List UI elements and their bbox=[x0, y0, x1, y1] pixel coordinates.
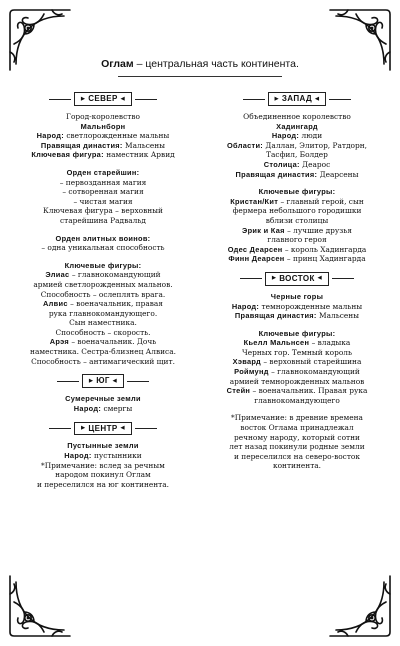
bold-label: Народ: bbox=[64, 451, 92, 461]
north-key-figures-lines bbox=[12, 270, 194, 366]
text-line bbox=[12, 150, 194, 160]
page-title bbox=[0, 58, 400, 70]
line-text: Способность – ослеплять врага. bbox=[40, 289, 166, 299]
text-line bbox=[206, 245, 388, 255]
text-line bbox=[206, 357, 388, 367]
bold-label: Пустынные земли bbox=[67, 441, 139, 451]
text-line bbox=[12, 470, 194, 480]
text-line: старейшина Радвальд bbox=[60, 215, 146, 225]
order-warriors-title: Орден элитных воинов: bbox=[55, 233, 151, 243]
bold-label: Финн Деарсен bbox=[228, 254, 285, 264]
bold-label: Арэя bbox=[49, 337, 69, 347]
bold-label: Сумеречные земли bbox=[65, 394, 141, 404]
bold-label: Кристан/Кит bbox=[230, 196, 279, 206]
text-line bbox=[206, 348, 388, 358]
text-line bbox=[206, 377, 388, 387]
text-line: речному народу, который сотни bbox=[234, 432, 360, 442]
text-line: – сотворенная магия bbox=[62, 187, 144, 197]
text-line bbox=[206, 235, 388, 245]
text-line bbox=[206, 206, 388, 216]
bold-label: Правящая династия: bbox=[40, 140, 123, 150]
text-line bbox=[206, 311, 388, 321]
line-text: – принц Хадингарда bbox=[284, 254, 366, 264]
line-text: Город-королевство bbox=[66, 112, 140, 121]
text-line bbox=[12, 318, 194, 328]
line-text: *Примечание: вслед за речным bbox=[41, 460, 165, 470]
text-line bbox=[206, 112, 388, 122]
bold-label: Стейн bbox=[226, 386, 251, 396]
bold-label: Народ: bbox=[271, 131, 300, 141]
line-text: Тасфил, Болдер bbox=[266, 150, 328, 160]
center-lines bbox=[12, 441, 194, 489]
north-lines bbox=[12, 112, 194, 160]
line-text: Деарос bbox=[299, 159, 331, 169]
corner-ornament-bottom-right bbox=[324, 570, 396, 642]
line-text: – главный герой, сын bbox=[278, 196, 364, 206]
text-line: восток Оглама принадлежал bbox=[240, 423, 354, 433]
text-line bbox=[12, 394, 194, 404]
left-column bbox=[12, 92, 194, 489]
order-elders-title: Орден старейшин: bbox=[66, 167, 140, 177]
text-line bbox=[12, 122, 194, 132]
text-line bbox=[12, 309, 194, 319]
bold-label: Роймунд bbox=[234, 367, 269, 377]
text-line bbox=[206, 302, 388, 312]
text-line bbox=[206, 122, 388, 132]
text-line bbox=[12, 337, 194, 347]
line-text: Объединенное королевство bbox=[243, 112, 351, 121]
east-lines bbox=[206, 292, 388, 321]
text-line bbox=[206, 131, 388, 141]
south-lines bbox=[12, 394, 194, 413]
section-header-east: ▶ ВОСТОК ◀ bbox=[206, 272, 388, 286]
text-line bbox=[12, 441, 194, 451]
line-text: – военачальник. Правая рука bbox=[250, 386, 368, 396]
text-line: – чистая магия bbox=[73, 196, 133, 206]
west-key-figures-title: Ключевые фигуры: bbox=[258, 187, 336, 197]
line-text: – лучшие друзья bbox=[284, 225, 352, 235]
line-text: смергы bbox=[101, 403, 133, 413]
west-lines bbox=[206, 112, 388, 179]
line-text: наместника. Сестра-близнец Алвиса. bbox=[30, 347, 176, 357]
text-line bbox=[12, 347, 194, 357]
text-line bbox=[206, 386, 388, 396]
text-line bbox=[12, 270, 194, 280]
text-line bbox=[206, 292, 388, 302]
title-rest: – центральная часть континента. bbox=[133, 58, 299, 70]
text-line bbox=[12, 112, 194, 122]
line-text: – военачальник, правая bbox=[67, 299, 163, 309]
line-text: Черных гор. Темный король bbox=[242, 347, 352, 357]
title-underline bbox=[118, 76, 282, 77]
east-note bbox=[206, 413, 388, 471]
text-line bbox=[12, 280, 194, 290]
line-text: армией темнорожденных мальнов bbox=[229, 376, 365, 386]
text-line bbox=[12, 357, 194, 367]
text-line bbox=[12, 299, 194, 309]
line-text: Мальсены bbox=[122, 140, 166, 150]
line-text: вблизи столицы bbox=[265, 215, 329, 225]
line-text: наместник Арвид bbox=[103, 150, 175, 160]
line-text: и переселился на юг континента. bbox=[36, 479, 170, 489]
bold-label: Ключевая фигура: bbox=[31, 150, 104, 160]
line-text: Сын наместника. bbox=[69, 318, 137, 328]
title-bold: Оглам bbox=[101, 58, 134, 70]
line-text: Способность – скорость. bbox=[55, 327, 151, 337]
line-text: главного героя bbox=[267, 235, 327, 245]
bold-label: Мальнборн bbox=[80, 121, 126, 131]
bold-label: Народ: bbox=[231, 301, 260, 311]
text-line bbox=[12, 451, 194, 461]
text-line bbox=[206, 216, 388, 226]
line-text: Деарсены bbox=[317, 169, 359, 179]
order-warriors-lines bbox=[12, 243, 194, 253]
bold-label: Хадингард bbox=[276, 121, 318, 131]
text-line bbox=[206, 150, 388, 160]
text-line bbox=[206, 396, 388, 406]
bold-label: Столица: bbox=[263, 159, 300, 169]
line-text: армией светлорожденных мальнов. bbox=[33, 279, 173, 289]
line-text: темнорожденные мальны bbox=[259, 301, 363, 311]
text-line bbox=[206, 367, 388, 377]
right-column bbox=[206, 92, 388, 471]
text-line: континента. bbox=[272, 461, 322, 471]
text-line bbox=[12, 290, 194, 300]
text-line bbox=[206, 197, 388, 207]
line-text: рука главнокомандующего. bbox=[48, 308, 158, 318]
text-line bbox=[12, 141, 194, 151]
text-line: лет назад покинули родные земли bbox=[229, 442, 365, 452]
line-text: главнокомандующего bbox=[254, 395, 340, 405]
line-text: фермера небольшого городишки bbox=[232, 206, 362, 216]
text-line bbox=[12, 404, 194, 414]
bold-label: Черные горы bbox=[270, 291, 324, 301]
text-line bbox=[206, 226, 388, 236]
corner-ornament-bottom-left bbox=[4, 570, 76, 642]
text-line bbox=[12, 480, 194, 490]
section-header-south: ▶ ЮГ ◀ bbox=[12, 374, 194, 388]
line-text: – военачальник. Дочь bbox=[69, 337, 157, 347]
order-elders-lines bbox=[12, 178, 194, 226]
bold-label: Одес Деарсен bbox=[227, 244, 283, 254]
text-line: и переселился на северо-восток bbox=[234, 451, 360, 461]
line-text: – король Хадингарда bbox=[282, 244, 367, 254]
section-header-center: ▶ ЦЕНТР ◀ bbox=[12, 421, 194, 435]
line-text: пустынники bbox=[91, 451, 142, 461]
bold-label: Народ: bbox=[36, 131, 65, 141]
line-text: Мальсены bbox=[316, 311, 360, 321]
line-text: народом покинул Оглам bbox=[55, 470, 151, 480]
text-line bbox=[206, 254, 388, 264]
text-line bbox=[12, 328, 194, 338]
bold-label: Правящая династия: bbox=[235, 169, 318, 179]
bold-label: Кьелл Мальнсен bbox=[243, 338, 310, 348]
bold-label: Алвис bbox=[43, 299, 68, 309]
west-key-figures-lines bbox=[206, 197, 388, 264]
bold-label: Правящая династия: bbox=[234, 311, 317, 321]
bold-label: Народ: bbox=[73, 403, 102, 413]
east-key-figures-title: Ключевые фигуры: bbox=[258, 328, 336, 338]
text-line bbox=[206, 160, 388, 170]
text-line: Ключевая фигура – верховный bbox=[43, 206, 163, 216]
text-line: *Примечание: в древние времена bbox=[231, 413, 363, 423]
line-text: светлорожденные мальны bbox=[64, 131, 170, 141]
text-line bbox=[206, 338, 388, 348]
text-line: – одна уникальная способность bbox=[41, 243, 165, 253]
line-text: – верховный старейшина bbox=[261, 357, 362, 367]
line-text: – владыка bbox=[309, 338, 351, 348]
text-line: – первозданная магия bbox=[59, 177, 147, 187]
bold-label: Элиас bbox=[45, 270, 70, 280]
text-line bbox=[206, 170, 388, 180]
line-text: люди bbox=[299, 131, 323, 141]
line-text: Способность – антимагический щит. bbox=[31, 356, 175, 366]
text-line bbox=[206, 141, 388, 151]
east-key-figures-lines bbox=[206, 338, 388, 405]
section-header-north: ▶ СЕВЕР ◀ bbox=[12, 92, 194, 106]
line-text: Даллан, Элитор, Ратдорн, bbox=[263, 140, 367, 150]
north-key-figures-title: Ключевые фигуры: bbox=[64, 260, 142, 270]
bold-label: Области: bbox=[227, 140, 264, 150]
text-line bbox=[12, 131, 194, 141]
bold-label: Хэвард bbox=[232, 357, 262, 367]
text-line bbox=[12, 461, 194, 471]
line-text: – главнокомандующий bbox=[69, 270, 161, 280]
section-header-west: ▶ ЗАПАД ◀ bbox=[206, 92, 388, 106]
line-text: – главнокомандующий bbox=[268, 367, 360, 377]
bold-label: Эрик и Кая bbox=[242, 225, 285, 235]
